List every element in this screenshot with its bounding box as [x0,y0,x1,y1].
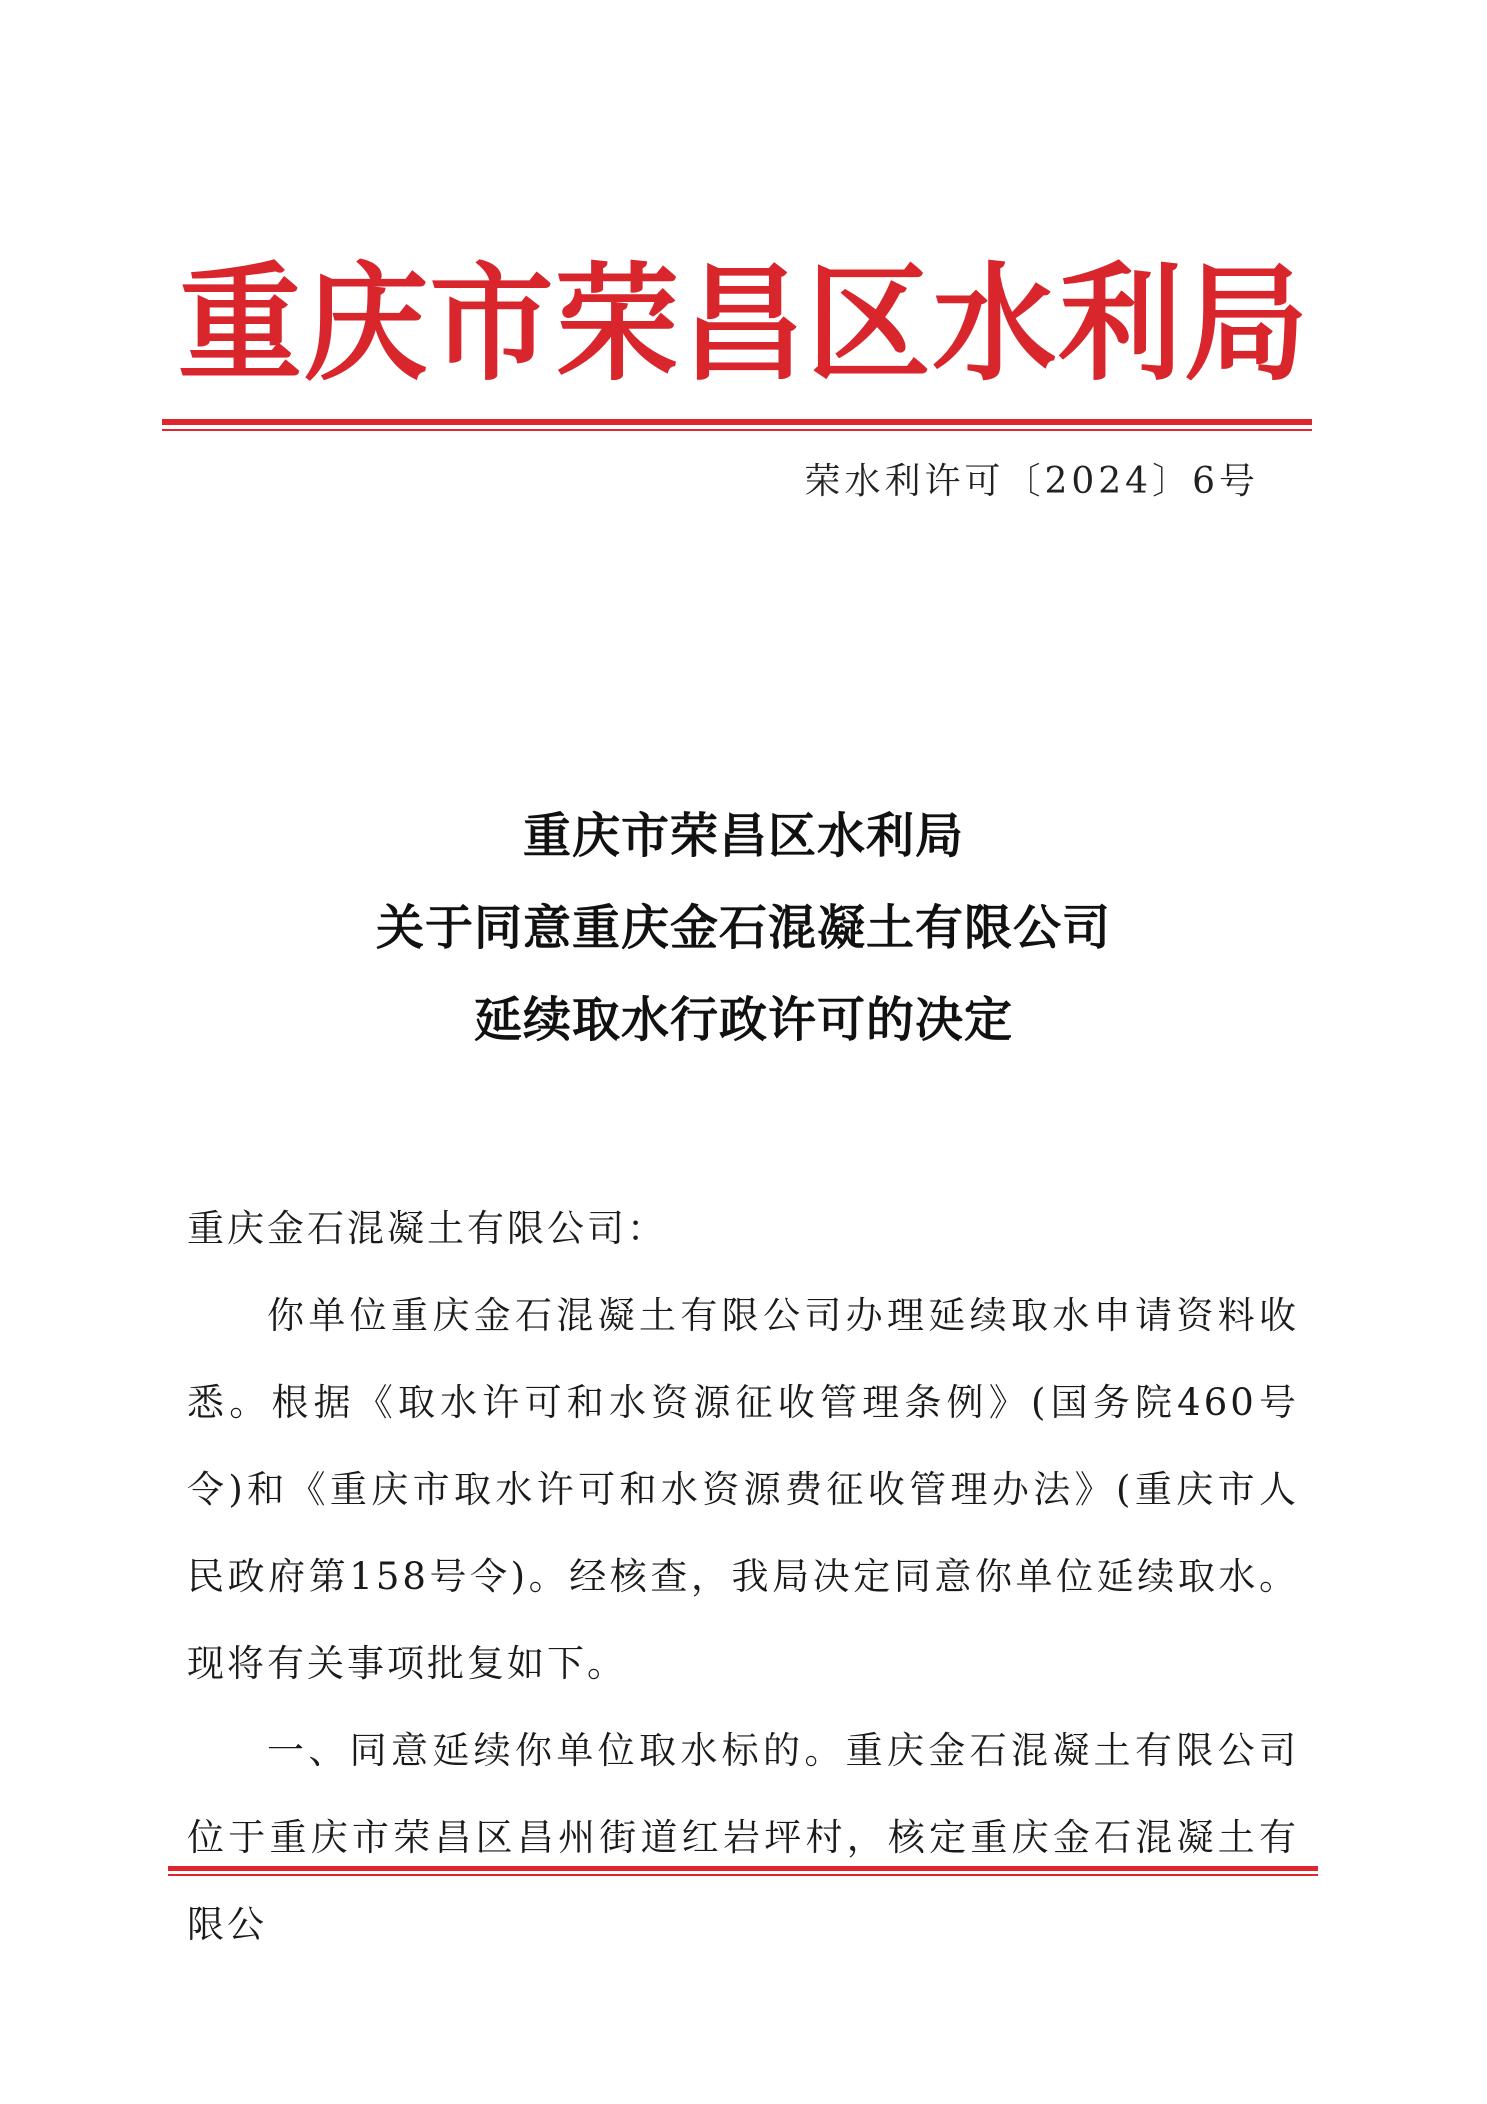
masthead-char: 区 [806,251,931,399]
masthead-red-rule [162,419,1312,425]
title-line-1: 重庆市荣昌区水利局 [522,808,964,864]
title-line-3: 延续取水行政许可的决定 [473,992,1013,1048]
footer-red-rule [168,1866,1318,1871]
masthead-char: 局 [1183,251,1308,399]
masthead-red-rule-thin [162,429,1312,431]
masthead-char: 水 [932,251,1057,399]
title-line-2: 关于同意重庆金石混凝土有限公司 [375,900,1111,956]
body-paragraph-1: 你单位重庆金石混凝土有限公司办理延续取水申请资料收悉。根据《取水许可和水资源征收管理条例》(国务院460号令)和《重庆市取水许可和水资源费征收管理办法》(重庆市人民政府第158号令)。经核查，我局决定同意你单位延续取水。现将有关事项批复如下。 [187,1294,1299,1685]
masthead-char: 荣 [555,251,680,399]
masthead-char: 重 [178,251,303,399]
issuing-authority-masthead [178,250,1308,400]
addressee: 重庆金石混凝土有限公司： [187,1207,667,1250]
footer-red-rule-thin [168,1874,1318,1876]
masthead-char: 庆 [303,251,428,399]
document-title [0,790,1487,1066]
document-body [187,1185,1299,1968]
masthead-char: 市 [429,251,554,399]
masthead-char: 昌 [680,251,805,399]
document-number: 荣水利许可〔2024〕6号 [804,461,1259,502]
body-paragraph-2: 一、同意延续你单位取水标的。重庆金石混凝土有限公司位于重庆市荣昌区昌州街道红岩坪村，核定重庆金石混凝土有限公 [187,1729,1299,1946]
masthead-char: 利 [1058,251,1183,399]
